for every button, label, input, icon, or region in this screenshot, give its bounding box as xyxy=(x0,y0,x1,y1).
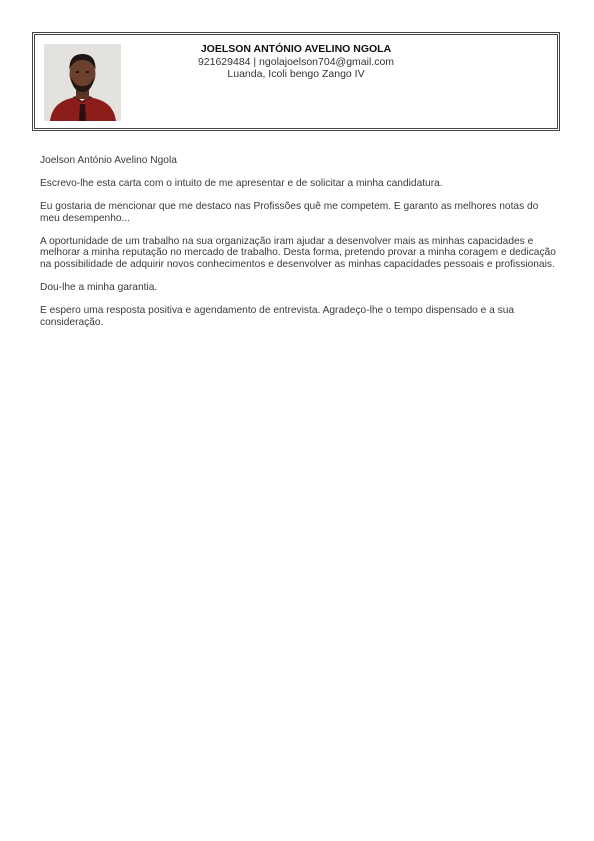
letter-greeting: Joelson António Avelino Ngola xyxy=(40,155,177,166)
letter-paragraph: A oportunidade de um trabalho na sua organização iram ajudar a desenvolver mais as minhas capacidades e melhorar a minha reputação no mercado de trabalho. Desta forma, pretendo provar a minha coragem e dedicação na possibilidade de adquirir novos conhecimentos e desenvolver as minhas capacidades pessoais e profissionais. xyxy=(40,235,556,271)
candidate-name: JOELSON ANTÓNIO AVELINO NGOLA xyxy=(200,43,392,55)
phone-email: 921629484 | ngolajoelson704@gmail.com xyxy=(197,55,395,68)
letter-paragraph: Dou-lhe a minha garantia. xyxy=(40,282,158,294)
letter-paragraph: Eu gostaria de mencionar que me destaco nas Profissões quê me competem. E garanto as melhores notas do meu desempenho... xyxy=(40,201,539,224)
address: Luanda, Icoli bengo Zango IV xyxy=(227,68,365,80)
letter-paragraph: Escrevo-lhe esta carta com o intuito de me apresentar e de solicitar a minha candidatura. xyxy=(40,178,443,190)
header-box xyxy=(32,32,560,131)
contact-block xyxy=(35,43,557,81)
cover-letter-body xyxy=(40,155,556,340)
letter-paragraph: E espero uma resposta positiva e agendamento de entrevista. Agradeço-lhe o tempo dispensado e a sua consideração. xyxy=(40,305,515,328)
